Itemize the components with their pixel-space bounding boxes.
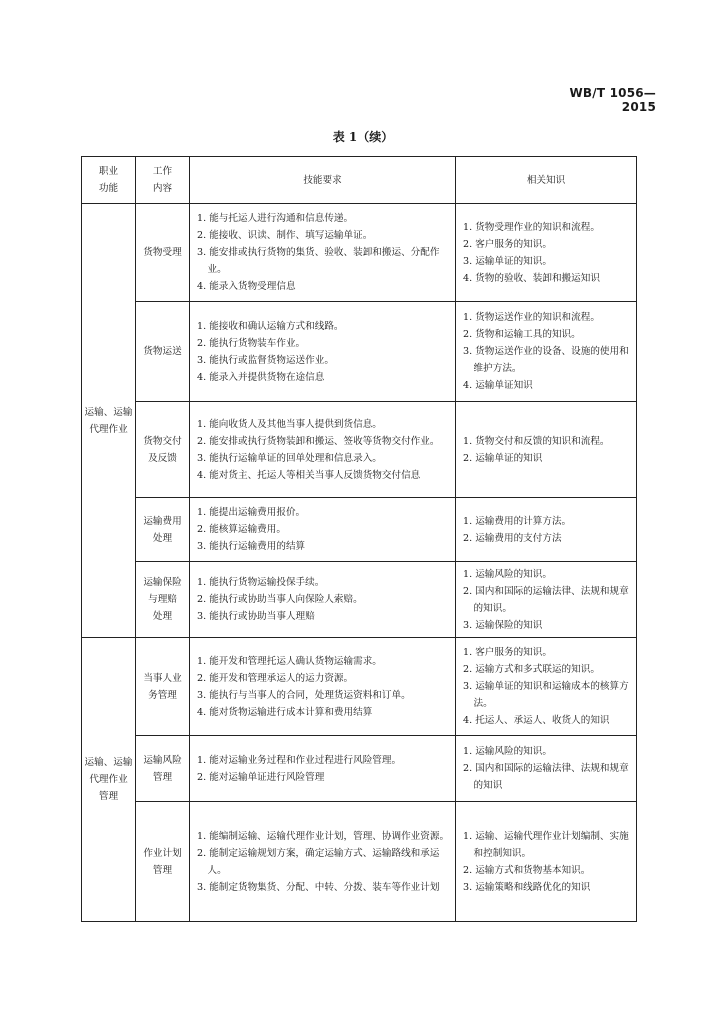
knowledge-cell: 1. 货物受理作业的知识和流程。 2. 客户服务的知识。 3. 运输单证的知识。 4. 货物的验收、装卸和搬运知识 [456, 204, 637, 302]
skill-cell: 1. 能提出运输费用报价。 2. 能核算运输费用。 3. 能执行运输费用的结算 [190, 498, 456, 562]
work-cell: 当事人业 务管理 [136, 638, 190, 736]
function-cell: 运输、运输 代理作业 [82, 204, 136, 638]
table-row [82, 302, 637, 402]
table-row [82, 402, 637, 498]
work-cell: 作业计划 管理 [136, 802, 190, 922]
column-header-work: 工作 内容 [136, 157, 190, 204]
skill-cell: 1. 能向收货人及其他当事人提供到货信息。 2. 能安排或执行货物装卸和搬运、签收等货物交付作业。 3. 能执行运输单证的回单处理和信息录入。 4. 能对货主、托运人等相关当事人反馈货物交付信息 [190, 402, 456, 498]
column-header-function: 职业 功能 [82, 157, 136, 204]
work-cell: 运输风险 管理 [136, 736, 190, 802]
table-row [82, 638, 637, 736]
table-row [82, 736, 637, 802]
knowledge-cell: 1. 货物运送作业的知识和流程。 2. 货物和运输工具的知识。 3. 货物运送作业的设备、设施的使用和维护方法。 4. 运输单证知识 [456, 302, 637, 402]
table-header-row [82, 157, 637, 204]
function-cell: 运输、运输 代理作业 管理 [82, 638, 136, 922]
knowledge-cell: 1. 客户服务的知识。 2. 运输方式和多式联运的知识。 3. 运输单证的知识和运输成本的核算方法。 4. 托运人、承运人、收货人的知识 [456, 638, 637, 736]
table-title: 表 1（续） [332, 130, 394, 144]
table-row [82, 498, 637, 562]
skill-cell: 1. 能开发和管理托运人确认货物运输需求。 2. 能开发和管理承运人的运力资源。 3. 能执行与当事人的合同，处理货运资料和订单。 4. 能对货物运输进行成本计算和费用结算 [190, 638, 456, 736]
work-cell: 运输保险 与理赔 处理 [136, 562, 190, 638]
table-row [82, 802, 637, 922]
knowledge-cell: 1. 货物交付和反馈的知识和流程。 2. 运输单证的知识 [456, 402, 637, 498]
standard-code: WB/T 1056—2015 [569, 86, 656, 114]
skill-cell: 1. 能编制运输、运输代理作业计划，管理、协调作业资源。 2. 能制定运输规划方案，确定运输方式、运输路线和承运人。 3. 能制定货物集货、分配、中转、分拨、装车等作业计划 [190, 802, 456, 922]
table-row [82, 204, 637, 302]
work-cell: 货物运送 [136, 302, 190, 402]
knowledge-cell: 1. 运输风险的知识。 2. 国内和国际的运输法律、法规和规章的知识 [456, 736, 637, 802]
work-cell: 货物交付 及反馈 [136, 402, 190, 498]
knowledge-cell: 1. 运输风险的知识。 2. 国内和国际的运输法律、法规和规章的知识。 3. 运输保险的知识 [456, 562, 637, 638]
table-row [82, 562, 637, 638]
work-cell: 运输费用 处理 [136, 498, 190, 562]
skill-cell: 1. 能执行货物运输投保手续。 2. 能执行或协助当事人向保险人索赔。 3. 能执行或协助当事人理赔 [190, 562, 456, 638]
knowledge-cell: 1. 运输、运输代理作业计划编制、实施和控制知识。 2. 运输方式和货物基本知识。 3. 运输策略和线路优化的知识 [456, 802, 637, 922]
column-header-knowledge: 相关知识 [456, 157, 637, 204]
skills-table [81, 156, 637, 922]
work-cell: 货物受理 [136, 204, 190, 302]
skill-cell: 1. 能对运输业务过程和作业过程进行风险管理。 2. 能对运输单证进行风险管理 [190, 736, 456, 802]
skill-cell: 1. 能与托运人进行沟通和信息传递。 2. 能接收、识读、制作、填写运输单证。 3. 能安排或执行货物的集货、验收、装卸和搬运、分配作业。 4. 能录入货物受理信息 [190, 204, 456, 302]
column-header-skill: 技能要求 [190, 157, 456, 204]
skill-cell: 1. 能接收和确认运输方式和线路。 2. 能执行货物装车作业。 3. 能执行或监督货物运送作业。 4. 能录入并提供货物在途信息 [190, 302, 456, 402]
knowledge-cell: 1. 运输费用的计算方法。 2. 运输费用的支付方法 [456, 498, 637, 562]
